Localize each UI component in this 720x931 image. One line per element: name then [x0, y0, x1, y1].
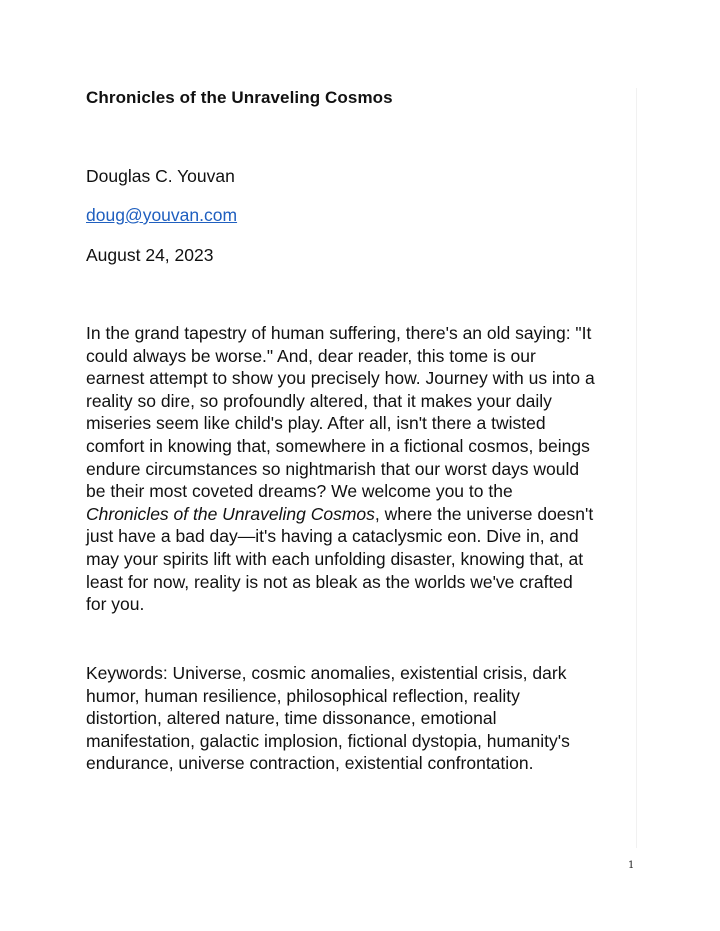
keywords-line: endurance, universe contraction, existential confrontation. [86, 753, 534, 774]
abstract-line-continuation: , where the universe doesn't [374, 503, 594, 524]
abstract-line: just have a bad day—it's having a cataclysmic eon. Dive in, and [86, 526, 579, 547]
abstract-line-with-italic-title [86, 503, 646, 526]
document-title: Chronicles of the Unraveling Cosmos [86, 88, 393, 107]
abstract-line: be their most coveted dreams? We welcome you to the [86, 481, 513, 502]
author-name: Douglas C. Youvan [86, 166, 235, 186]
abstract-line: miseries seem like child's play. After all, isn't there a twisted [86, 413, 546, 434]
abstract-line: least for now, reality is not as bleak as the worlds we've crafted [86, 571, 573, 592]
keywords-line: humor, human resilience, philosophical reflection, reality [86, 685, 520, 706]
keywords-paragraph [86, 662, 646, 775]
abstract-line: could always be worse." And, dear reader, this tome is our [86, 345, 536, 366]
document-date: August 24, 2023 [86, 245, 214, 265]
abstract-line: earnest attempt to show you precisely how. Journey with us into a [86, 368, 595, 389]
abstract-line: may your spirits lift with each unfolding disaster, knowing that, at [86, 548, 584, 569]
keywords-line: manifestation, galactic implosion, fictional dystopia, humanity's [86, 730, 570, 751]
abstract-line: In the grand tapestry of human suffering, there's an old saying: "It [86, 323, 592, 343]
page-number: 1 [628, 860, 635, 871]
abstract-line: for you. [86, 594, 145, 615]
abstract-line: comfort in knowing that, somewhere in a fictional cosmos, beings [86, 435, 590, 456]
abstract-line: endure circumstances so nightmarish that our worst days would [86, 458, 580, 479]
italic-book-title: Chronicles of the Unraveling Cosmos [86, 503, 375, 524]
keywords-line: distortion, altered nature, time dissonance, emotional [86, 708, 497, 729]
abstract-line: reality so dire, so profoundly altered, that it makes your daily [86, 390, 552, 411]
abstract-paragraph [86, 322, 646, 616]
keywords-line: Keywords: Universe, cosmic anomalies, existential crisis, dark [86, 663, 567, 683]
author-email-link[interactable]: doug@youvan.com [86, 205, 238, 225]
